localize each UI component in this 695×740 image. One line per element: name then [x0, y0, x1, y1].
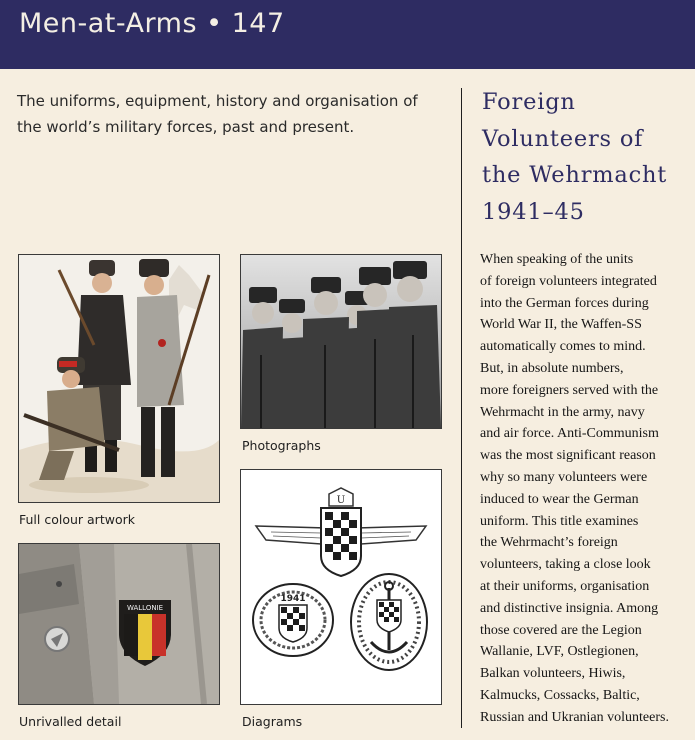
description-line: uniform. This title examines	[480, 513, 639, 529]
diagrams-caption: Diagrams	[242, 714, 303, 729]
diagram-figure	[240, 469, 442, 705]
book-title-line: Foreign	[482, 89, 576, 115]
book-description	[480, 249, 692, 729]
column-divider	[461, 88, 462, 728]
description-line: Russian and Ukranian volunteers.	[480, 709, 669, 725]
detail-caption: Unrivalled detail	[19, 714, 122, 729]
insignia-diagrams	[241, 470, 441, 704]
book-title-line: Volunteers of	[482, 125, 644, 152]
description-line: Wallanie, LVF, Ostlegionen,	[480, 644, 639, 660]
description-line: those covered are the Legion	[480, 622, 642, 638]
book-title-line: 1941–45	[482, 198, 585, 225]
description-line: was the most significant reason	[480, 448, 656, 464]
description-line: into the German forces during	[480, 295, 649, 311]
description-line: of foreign volunteers integrated	[480, 273, 657, 289]
soldiers-photograph	[241, 255, 441, 428]
badge-letter: U	[336, 495, 346, 506]
detail-figure	[18, 543, 220, 705]
badge-year: 1941	[280, 594, 306, 604]
right-wing-icon	[356, 526, 426, 544]
description-line: at their uniforms, organisation	[480, 578, 650, 594]
description-line: World War II, the Waffen-SS	[480, 317, 642, 333]
uniform-detail-photo	[19, 544, 219, 704]
description-line: Wehrmacht in the army, navy	[480, 404, 645, 420]
artwork-caption: Full colour artwork	[19, 512, 135, 527]
series-tagline: The uniforms, equipment, history and organisation of the world’s military forces, past and present.	[17, 92, 418, 136]
description-line: and distinctive insignia. Among	[480, 600, 659, 616]
description-line: But, in absolute numbers,	[480, 360, 624, 376]
description-line: When speaking of the units	[480, 252, 634, 267]
photograph-figure	[240, 254, 442, 429]
description-line: Kalmucks, Cossacks, Baltic,	[480, 687, 640, 703]
book-title	[482, 84, 682, 230]
description-line: and air force. Anti-Communism	[480, 426, 659, 442]
artwork-figure	[18, 254, 220, 503]
patch-text: WALLONIE	[126, 604, 164, 612]
description-line: why so many volunteers were	[480, 469, 648, 485]
series-title: Men-at-Arms • 147	[19, 8, 285, 39]
description-line: induced to wear the German	[480, 491, 639, 507]
left-wing-icon	[256, 526, 326, 544]
description-line: automatically comes to mind.	[480, 339, 646, 355]
description-line: more foreigners served with the	[480, 382, 659, 398]
description-line: the Wehrmacht’s foreign	[480, 535, 618, 551]
photographs-caption: Photographs	[242, 438, 321, 453]
description-line: Balkan volunteers, Hiwis,	[480, 666, 626, 682]
description-line: volunteers, taking a close look	[480, 557, 651, 573]
series-header-bar	[0, 0, 695, 69]
soldier-artwork-illustration	[19, 255, 219, 502]
book-title-line: the Wehrmacht	[482, 162, 668, 188]
